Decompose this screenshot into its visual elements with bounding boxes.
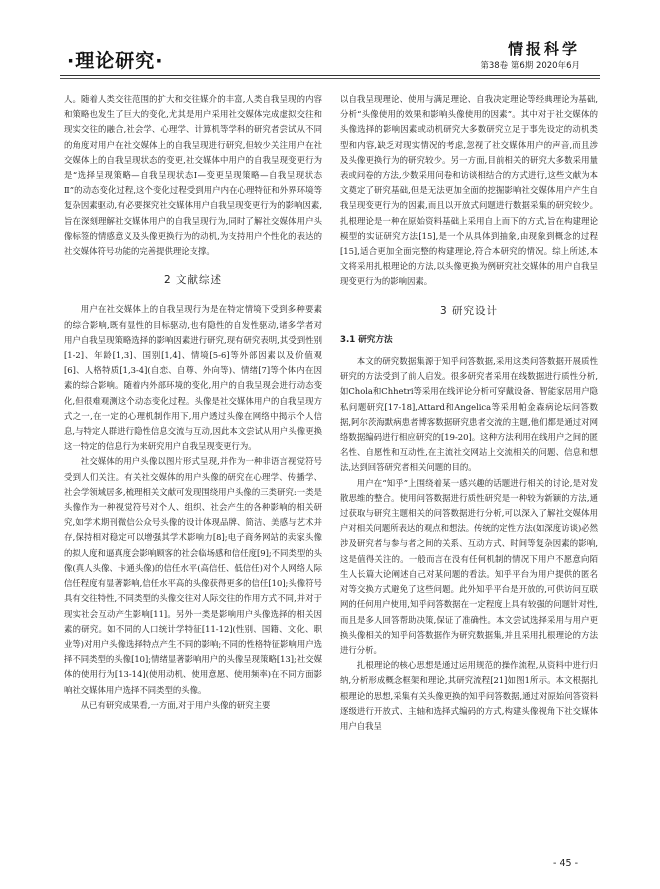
header-rule-thin — [60, 78, 600, 79]
section-heading: 2 文献综述 — [163, 274, 223, 287]
page-header — [0, 0, 660, 72]
journal-title: 情报科学 — [507, 40, 580, 58]
header-rule — [60, 75, 600, 76]
issue-info: 第38卷 第6期 2020年6月 — [480, 61, 580, 71]
subsection-heading: 3.1 研究方法 — [340, 334, 393, 345]
paragraph: 本文的研究数据集源于知乎问答数据,采用这类问答数据开展质性研究的方法受到了前人启发。很多研究者采用在线数据进行质性分析,如Chola和Chhetri等采用在线评论分析可穿戴设备、智能家居用户隐私问题研究[17-18],Attard和Angelica等采用帕金森病论坛问答数据,阿尔茨海默病患者博客数据研究患者交流的主题,他们都是通过对网络数据编码进行相应研究的[19-20]。这种方法利用在线用户之间的匿名性、自愿性和互动性,在主流社交网站上交流相关的问题、信息和想法,达到回答研究者相关问题的目的。 — [340, 356, 598, 473]
paragraph: 用户在“知乎”上围绕着某一感兴趣的话题进行相关的讨论,是对发散思维的整合。使用问答数据进行质性研究是一种较为新颖的方法,通过获取与研究主题相关的问答数据进行分析,可以深入了解社交媒体用户对相关问题所表达的观点和想法。传统的定性方法(如深度访谈)必然涉及研究者与参与者之间的关系、互动方式、时间等复杂因素的影响,这是值得关注的。一般而言在没有任何机制的情况下用户不愿意向陌生人长篇大论阐述自己对某问题的看法。知乎平台为用户提供的匿名对等交换方式避免了这些问题。此外知乎平台是开放的,可供访问互联网的任何用户使用,知乎问答数据在一定程度上具有较强的问题针对性,而且是多人回答帮助决策,保证了准确性。本文尝试选择采用与用户更换头像相关的知乎问答数据作为研究数据集,并且采用扎根理论的方法进行分析。 — [340, 477, 598, 655]
paragraph: 人。随着人类交往范围的扩大和交往媒介的丰富,人类自我呈现的内容和策略也发生了巨大的变化,尤其是用户采用社交媒体完成虚拟交往和现实交往的融合,社会学、心理学、计算机等学科的研究者尝试从不同的角度对用户在社交媒体上的自我呈现进行研究,但较少关注用户在社交媒体上的自我呈现状态的变更,社交媒体中用户的自我呈现变更行为是“选择呈现策略—自我呈现状态Ⅰ—变更呈现策略—自我呈现状态Ⅱ”的动态变化过程,这个变化过程受到用户内在心理特征和外界环境等复杂因素驱动,有必要探究社交媒体用户自我呈现变更行为的影响因素,旨在深刻理解社交媒体用户的自我呈现行为,同时了解社交媒体用户头像标签的情感意义及头像更换行为的动机,为支持用户个性化的表达的社交媒体符号功能的完善提供理论支撑。 — [64, 94, 322, 257]
paragraph: 扎根理论的核心思想是通过运用规范的操作流程,从资料中进行归纳,分析形成概念框架和理论,其研究流程[21]如图1所示。本文根据扎根理论的思想,采集有关头像更换的知乎问答数据,通过对原始问答资料逐级进行开放式、主轴和选择式编码的方式,构建头像视角下社交媒体用户自我呈 — [340, 660, 598, 731]
paragraph: 从已有研究成果看,一方面,对于用户头像的研究主要 — [80, 699, 271, 710]
page-number: - 45 - — [553, 858, 578, 869]
paragraph: 以自我呈现理论、使用与满足理论、自我决定理论等经典理论为基础,分析“头像使用的效果和影响头像使用的因素”。其中对于社交媒体的头像选择的影响因素或动机研究大多数研究立足于事先设定的动机类型和内容,缺乏对现实情况的考虑,忽视了社交媒体用户的声音,而且涉及头像更换行为的研究较少。另一方面,目前相关的研究大多数采用量表或问卷的方法,少数采用问卷和访谈相结合的方式进行,这些文献为本文奠定了研究基础,但是无法更加全面的挖掘影响社交媒体用户产生自我呈现变更行为的因素,而且以开放式问题进行数据采集的研究较少。扎根理论是一种在原始资料基础上采用自上而下的方式,旨在构建理论模型的实证研究方法[15],是一个从具体到抽象,由现象到概念的过程[15],适合更加全面完整的构建理论,符合本研究的情况。综上所述,本文将采用扎根理论的方法,以头像更换为例研究社交媒体的用户自我呈现变更行为的影响因素。 — [340, 94, 598, 287]
left-column — [64, 92, 322, 713]
paragraph: 社交媒体的用户头像以图片形式呈现,并作为一种非语言视觉符号受到人们关注。有关社交媒体的用户头像的研究在心理学、传播学、社会学领域居多,梳理相关文献可发现围绕用户头像的三类研究:一类是头像作为一种视觉符号对个人、组织、社会产生的各种影响的相关研究,如学术期刊微信公众号头像的设计体现品牌、简洁、美感与艺术并存,保持相对稳定可以增强其学术影响力[8];电子商务网站的卖家头像的拟人度和逼真度会影响顾客的社会临场感和信任度[9];不同类型的头像(真人头像、卡通头像)的信任水平(高信任、低信任)对个人网络人际信任程度有显著影响,信任水平高的头像获得更多的信任[10];头像符号具有交往特性,不同类型的头像交往对人际交往的作用方式不同,并对于现实社会互动产生影响[11]。另外一类是影响用户头像选择的相关因素的研究。如不同的人口统计学特征[11-12](性别、国籍、文化、职业等)对用户头像选择特点产生不同的影响;不同的性格特征影响用户选择不同类型的头像[10];情绪显著影响用户的头像呈现策略[13];社交媒体的使用行为[13-14](使用动机、使用意愿、使用频率)在不同方面影响社交媒体用户选择不同类型的头像。 — [64, 456, 322, 695]
section-label: ·理论研究· — [67, 50, 164, 72]
right-column — [340, 92, 598, 734]
paragraph: 用户在社交媒体上的自我呈现行为是在特定情境下受到多种要素的综合影响,既有显性的目标驱动,也有隐性的自发性驱动,诸多学者对用户自我呈现策略选择的影响因素进行研究,现有研究表明,其受到性别[1-2]、年龄[1,3]、国别[1,4]、情境[5-6]等外部因素以及价值观[6]、人格特质[1,3-4](自恋、自尊、外向等)、情绪[7]等个体内在因素的综合影响。随着内外部环境的变化,用户的自我呈现会进行动态变化,但很难观测这个动态变化过程。头像是社交媒体用户的自我呈现方式之一,在一定的心理机制作用下,用户透过头像在网络中揭示个人信息,与特定人群进行隐性信息交流与互动,因此本文尝试从用户头像更换这一特定的信息行为来研究用户自我呈现变更行为。 — [64, 304, 322, 452]
section-heading: 3 研究设计 — [439, 304, 499, 317]
